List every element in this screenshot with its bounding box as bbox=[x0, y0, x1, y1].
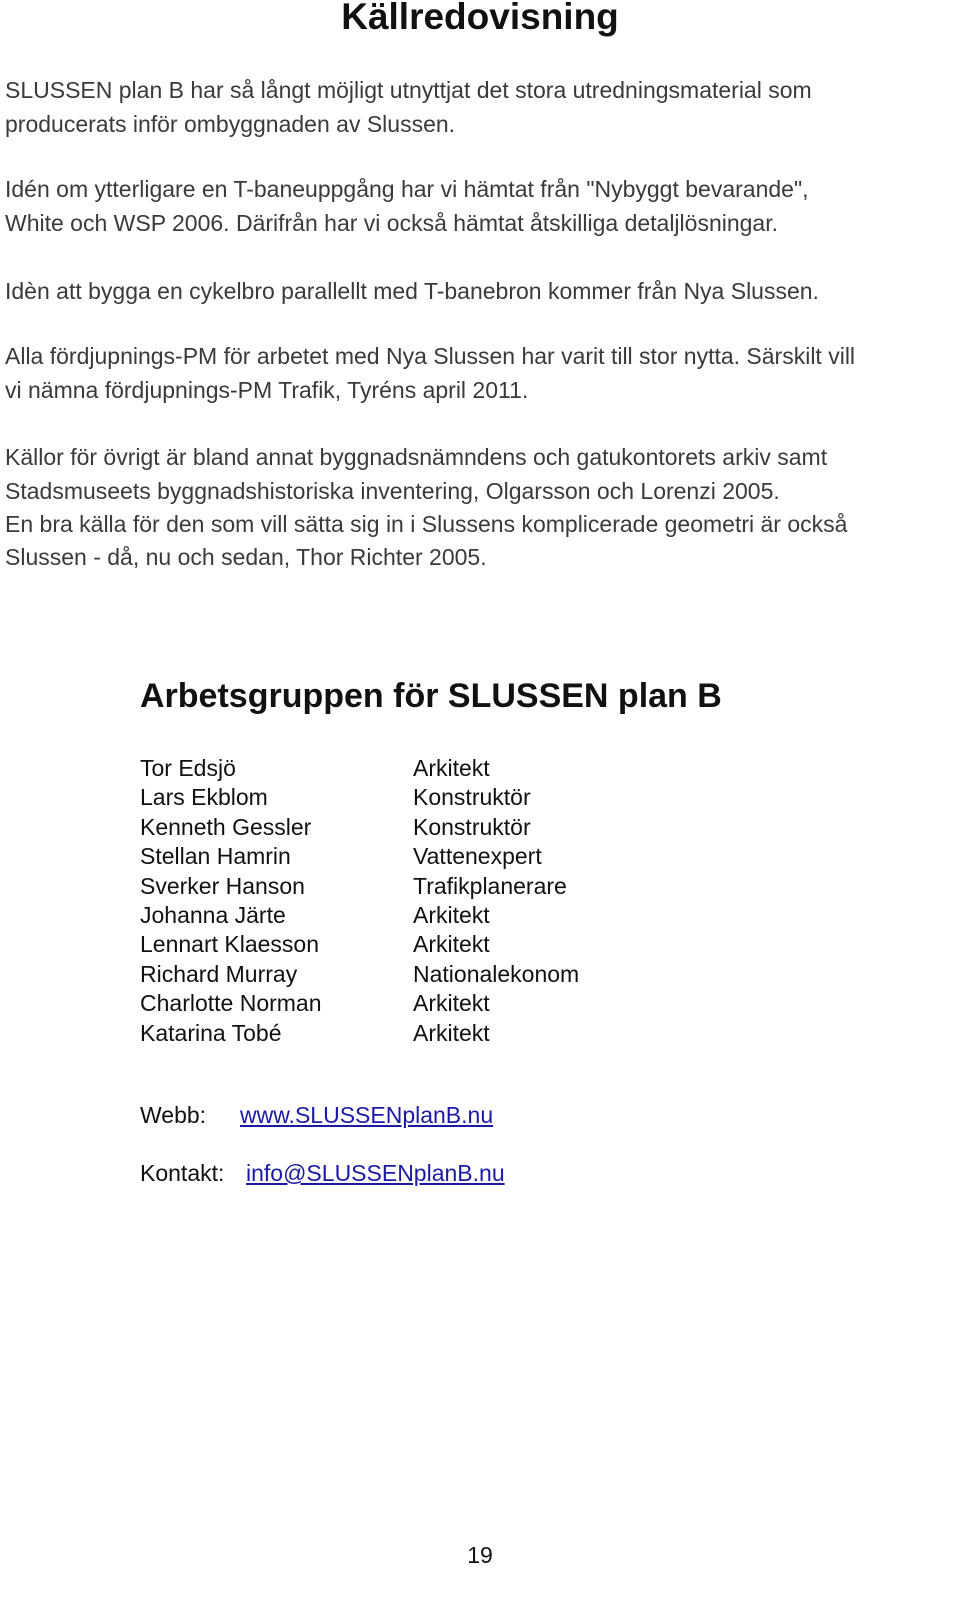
email-link[interactable]: info@SLUSSENplanB.nu bbox=[246, 1160, 505, 1186]
member-role: Nationalekonom bbox=[413, 960, 580, 987]
sources-line: Stadsmuseets byggnadshistoriska inventering, Olgarsson och Lorenzi 2005. bbox=[5, 478, 780, 504]
member-name: Lennart Klaesson bbox=[140, 931, 320, 958]
page-number: 19 bbox=[467, 1542, 493, 1568]
member-name: Charlotte Norman bbox=[140, 990, 322, 1017]
sources-line: White och WSP 2006. Därifrån har vi också hämtat åtskilliga detaljlösningar. bbox=[5, 210, 779, 236]
member-name: Sverker Hanson bbox=[140, 872, 305, 899]
member-role: Konstruktör bbox=[413, 784, 531, 811]
member-row bbox=[140, 989, 579, 1018]
member-role: Arkitekt bbox=[413, 755, 490, 781]
member-role: Konstruktör bbox=[413, 813, 531, 840]
member-name: Tor Edsjö bbox=[140, 755, 236, 781]
sources-line: vi nämna fördjupnings-PM Trafik, Tyréns april 2011. bbox=[5, 377, 529, 403]
member-list bbox=[140, 754, 579, 1048]
member-name: Johanna Järte bbox=[140, 901, 286, 928]
sources-line: SLUSSEN plan B har så långt möjligt utnyttjat det stora utredningsmaterial som bbox=[5, 77, 812, 103]
member-name: Kenneth Gessler bbox=[140, 813, 312, 840]
group-title: Arbetsgruppen för SLUSSEN plan B bbox=[140, 677, 722, 715]
member-role: Arkitekt bbox=[413, 931, 490, 958]
member-row bbox=[140, 813, 579, 842]
member-name: Katarina Tobé bbox=[140, 1019, 282, 1046]
member-row bbox=[140, 783, 579, 812]
sources-line: producerats inför ombyggnaden av Slussen. bbox=[5, 111, 456, 137]
web-label: Webb: bbox=[140, 1102, 207, 1128]
member-row bbox=[140, 842, 579, 871]
sources-line: Idén om ytterligare en T-baneuppgång har vi hämtat från "Nybyggt bevarande", bbox=[5, 176, 809, 202]
web-row bbox=[140, 1100, 493, 1130]
member-row bbox=[140, 901, 579, 930]
sources-line: Källor för övrigt är bland annat byggnadsnämndens och gatukontorets arkiv samt bbox=[5, 444, 828, 470]
contact-row bbox=[140, 1158, 505, 1188]
member-role: Arkitekt bbox=[413, 990, 490, 1017]
web-link[interactable]: www.SLUSSENplanB.nu bbox=[240, 1102, 494, 1128]
member-name: Lars Ekblom bbox=[140, 784, 268, 811]
contact-label: Kontakt: bbox=[140, 1160, 225, 1186]
member-row bbox=[140, 754, 579, 783]
member-role: Arkitekt bbox=[413, 901, 490, 928]
member-role: Trafikplanerare bbox=[413, 872, 567, 899]
sources-line: En bra källa för den som vill sätta sig in i Slussens komplicerade geometri är också bbox=[5, 511, 848, 537]
member-role: Vattenexpert bbox=[413, 843, 542, 870]
member-row bbox=[140, 930, 579, 959]
member-name: Stellan Hamrin bbox=[140, 843, 291, 870]
member-name: Richard Murray bbox=[140, 960, 298, 987]
member-role: Arkitekt bbox=[413, 1019, 490, 1046]
member-row bbox=[140, 872, 579, 901]
member-row bbox=[140, 1019, 579, 1048]
member-row bbox=[140, 960, 579, 989]
sources-line: Idèn att bygga en cykelbro parallellt med T-banebron kommer från Nya Slussen. bbox=[5, 278, 819, 304]
sources-line: Alla fördjupnings-PM för arbetet med Nya Slussen har varit till stor nytta. Särskilt vill bbox=[5, 343, 856, 369]
sources-line: Slussen - då, nu och sedan, Thor Richter 2005. bbox=[5, 544, 487, 570]
page-title: Källredovisning bbox=[341, 0, 619, 37]
